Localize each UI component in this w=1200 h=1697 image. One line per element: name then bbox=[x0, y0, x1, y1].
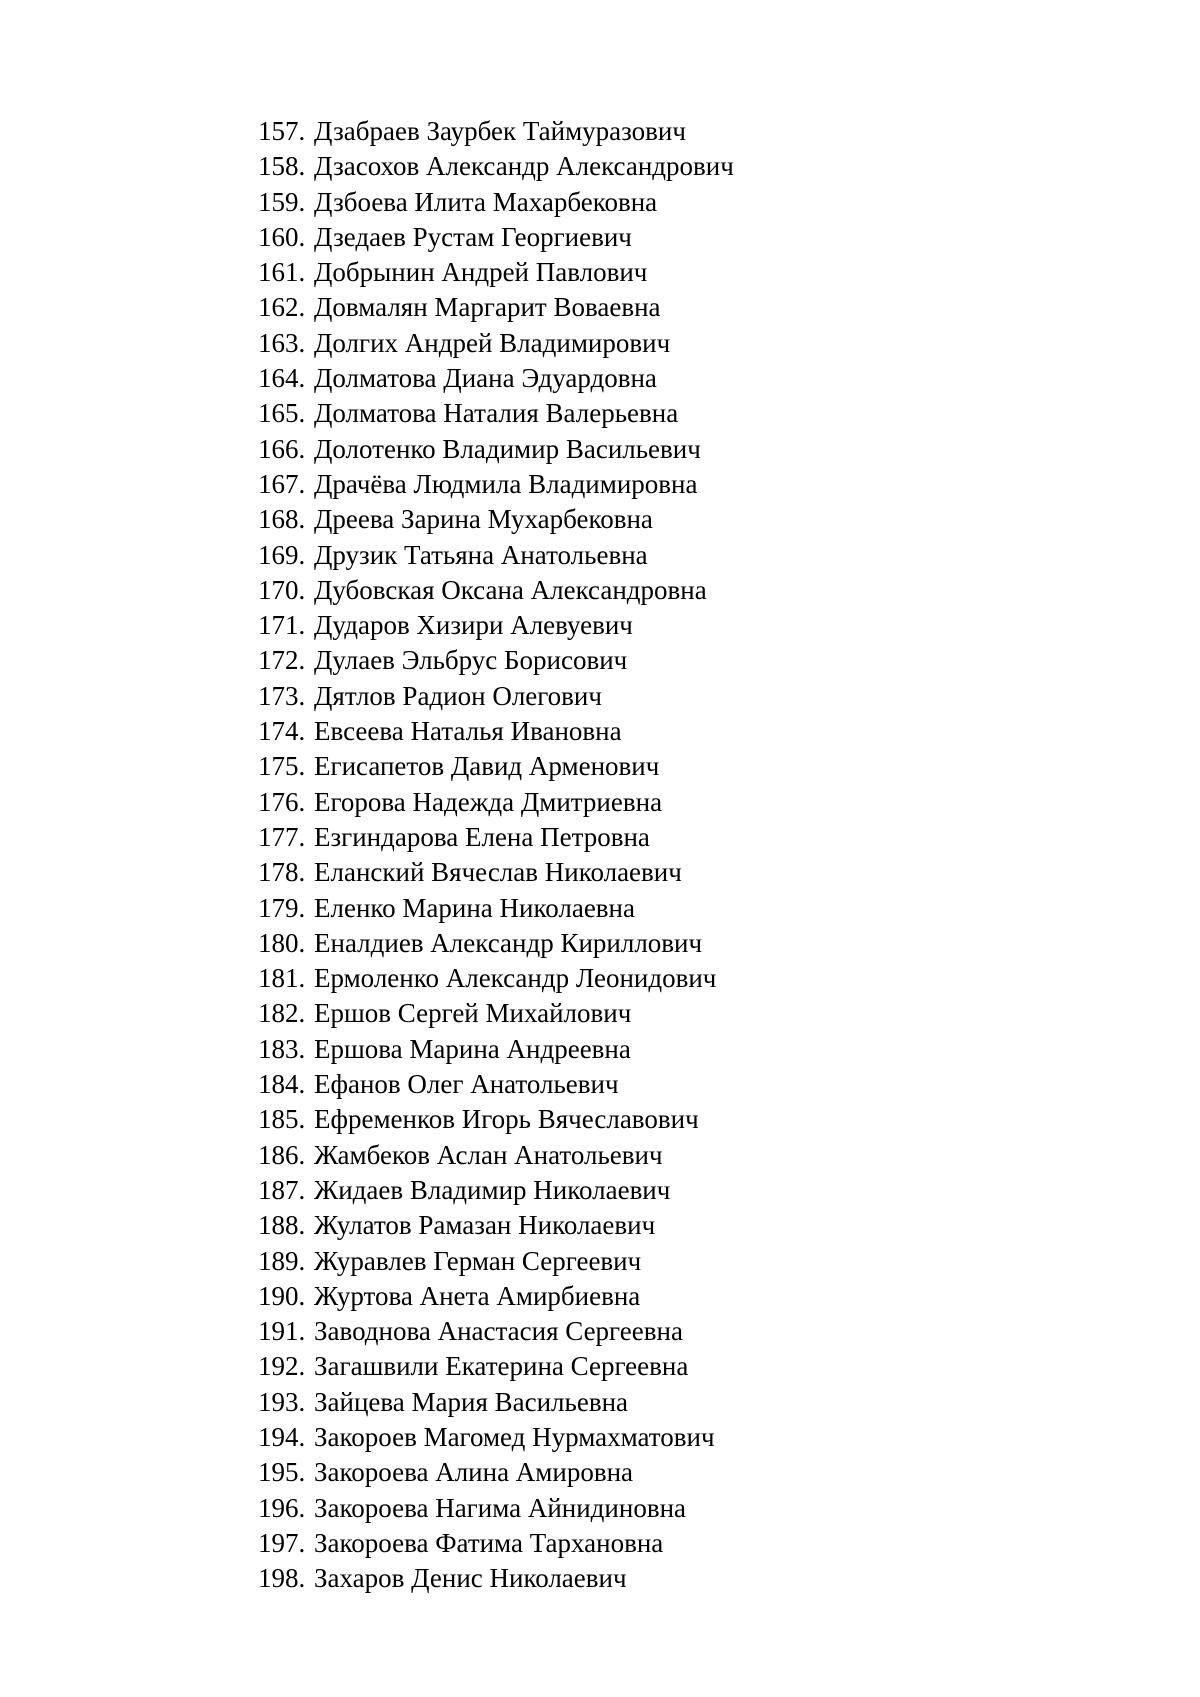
item-number: 175. bbox=[258, 751, 306, 782]
item-number: 168. bbox=[258, 504, 306, 535]
person-name: Еленко Марина Николаевна bbox=[314, 892, 635, 923]
person-name: Закороева Фатима Тархановна bbox=[314, 1527, 664, 1558]
person-name: Ефанов Олег Анатольевич bbox=[314, 1069, 619, 1100]
list-item bbox=[258, 326, 734, 361]
person-name: Жидаев Владимир Николаевич bbox=[314, 1174, 671, 1205]
item-number: 171. bbox=[258, 610, 306, 641]
list-item bbox=[258, 220, 734, 255]
list-item bbox=[258, 855, 734, 890]
item-number: 189. bbox=[258, 1245, 306, 1276]
item-number: 197. bbox=[258, 1527, 306, 1558]
person-name: Дзбоева Илита Махарбековна bbox=[314, 186, 658, 217]
person-name: Закороев Магомед Нурмахматович bbox=[314, 1421, 715, 1452]
list-item bbox=[258, 114, 734, 149]
list-item bbox=[258, 714, 734, 749]
person-name: Друзик Татьяна Анатольевна bbox=[314, 539, 648, 570]
person-name: Егорова Надежда Дмитриевна bbox=[314, 786, 663, 817]
list-item bbox=[258, 1173, 734, 1208]
item-number: 158. bbox=[258, 151, 306, 182]
list-item bbox=[258, 996, 734, 1031]
person-name: Добрынин Андрей Павлович bbox=[314, 257, 648, 288]
item-number: 186. bbox=[258, 1139, 306, 1170]
item-number: 185. bbox=[258, 1104, 306, 1135]
person-name: Дзасохов Александр Александрович bbox=[314, 151, 734, 182]
list-item bbox=[258, 785, 734, 820]
list-item bbox=[258, 432, 734, 467]
person-name: Журавлев Герман Сергеевич bbox=[314, 1245, 642, 1276]
item-number: 184. bbox=[258, 1069, 306, 1100]
item-number: 176. bbox=[258, 786, 306, 817]
person-name: Зайцева Мария Васильевна bbox=[314, 1386, 629, 1417]
person-name: Евсеева Наталья Ивановна bbox=[314, 716, 622, 747]
item-number: 160. bbox=[258, 221, 306, 252]
person-name: Долматова Диана Эдуардовна bbox=[314, 363, 657, 394]
person-name: Долматова Наталия Валерьевна bbox=[314, 398, 679, 429]
list-item bbox=[258, 1138, 734, 1173]
person-name: Заводнова Анастасия Сергеевна bbox=[314, 1316, 683, 1347]
list-item bbox=[258, 1314, 734, 1349]
item-number: 190. bbox=[258, 1280, 306, 1311]
list-item bbox=[258, 467, 734, 502]
item-number: 178. bbox=[258, 857, 306, 888]
item-number: 187. bbox=[258, 1174, 306, 1205]
list-item bbox=[258, 396, 734, 431]
person-name: Егисапетов Давид Арменович bbox=[314, 751, 660, 782]
person-name: Долотенко Владимир Васильевич bbox=[314, 433, 701, 464]
item-number: 188. bbox=[258, 1210, 306, 1241]
list-item bbox=[258, 1102, 734, 1137]
person-name: Ершов Сергей Михайлович bbox=[314, 998, 632, 1029]
item-number: 170. bbox=[258, 574, 306, 605]
person-name: Закороева Нагима Айнидиновна bbox=[314, 1492, 687, 1523]
list-item bbox=[258, 290, 734, 325]
person-name: Долгих Андрей Владимирович bbox=[314, 327, 671, 358]
item-number: 177. bbox=[258, 821, 306, 852]
list-item bbox=[258, 1561, 734, 1596]
person-name: Дзедаев Рустам Георгиевич bbox=[314, 221, 632, 252]
person-name: Дубовская Оксана Александровна bbox=[314, 574, 707, 605]
list-item bbox=[258, 1067, 734, 1102]
list-item bbox=[258, 820, 734, 855]
person-name: Еналдиев Александр Кириллович bbox=[314, 927, 703, 958]
list-item bbox=[258, 679, 734, 714]
person-name: Ефременков Игорь Вячеславович bbox=[314, 1104, 699, 1135]
list-item bbox=[258, 1208, 734, 1243]
person-name: Ершова Марина Андреевна bbox=[314, 1033, 631, 1064]
person-name: Дулаев Эльбрус Борисович bbox=[314, 645, 628, 676]
list-item bbox=[258, 1032, 734, 1067]
person-name: Дятлов Радион Олегович bbox=[314, 680, 602, 711]
person-name: Жамбеков Аслан Анатольевич bbox=[314, 1139, 663, 1170]
list-item bbox=[258, 926, 734, 961]
item-number: 194. bbox=[258, 1421, 306, 1452]
list-item bbox=[258, 891, 734, 926]
person-name: Дударов Хизири Алевуевич bbox=[314, 610, 633, 641]
list-item bbox=[258, 1420, 734, 1455]
item-number: 183. bbox=[258, 1033, 306, 1064]
list-item bbox=[258, 608, 734, 643]
item-number: 181. bbox=[258, 963, 306, 994]
list-item bbox=[258, 749, 734, 784]
list-item bbox=[258, 1526, 734, 1561]
list-item bbox=[258, 538, 734, 573]
item-number: 162. bbox=[258, 292, 306, 323]
name-list bbox=[258, 114, 734, 1596]
item-number: 196. bbox=[258, 1492, 306, 1523]
item-number: 169. bbox=[258, 539, 306, 570]
person-name: Закороева Алина Амировна bbox=[314, 1457, 634, 1488]
item-number: 195. bbox=[258, 1457, 306, 1488]
person-name: Довмалян Маргарит Воваевна bbox=[314, 292, 661, 323]
list-item bbox=[258, 1385, 734, 1420]
person-name: Дреева Зарина Мухарбековна bbox=[314, 504, 653, 535]
item-number: 174. bbox=[258, 716, 306, 747]
item-number: 192. bbox=[258, 1351, 306, 1382]
list-item bbox=[258, 1349, 734, 1384]
list-item bbox=[258, 502, 734, 537]
person-name: Загашвили Екатерина Сергеевна bbox=[314, 1351, 689, 1382]
item-number: 163. bbox=[258, 327, 306, 358]
item-number: 193. bbox=[258, 1386, 306, 1417]
list-item bbox=[258, 1279, 734, 1314]
item-number: 191. bbox=[258, 1316, 306, 1347]
list-item bbox=[258, 361, 734, 396]
item-number: 182. bbox=[258, 998, 306, 1029]
person-name: Ермоленко Александр Леонидович bbox=[314, 963, 717, 994]
item-number: 161. bbox=[258, 257, 306, 288]
person-name: Драчёва Людмила Владимировна bbox=[314, 468, 698, 499]
list-item bbox=[258, 961, 734, 996]
item-number: 198. bbox=[258, 1563, 306, 1594]
item-number: 180. bbox=[258, 927, 306, 958]
list-item bbox=[258, 573, 734, 608]
list-item bbox=[258, 185, 734, 220]
list-item bbox=[258, 1244, 734, 1279]
list-item bbox=[258, 149, 734, 184]
item-number: 172. bbox=[258, 645, 306, 676]
item-number: 165. bbox=[258, 398, 306, 429]
person-name: Езгиндарова Елена Петровна bbox=[314, 821, 650, 852]
person-name: Захаров Денис Николаевич bbox=[314, 1563, 627, 1594]
list-item bbox=[258, 643, 734, 678]
item-number: 166. bbox=[258, 433, 306, 464]
item-number: 173. bbox=[258, 680, 306, 711]
list-item bbox=[258, 1491, 734, 1526]
item-number: 159. bbox=[258, 186, 306, 217]
person-name: Журтова Анета Амирбиевна bbox=[314, 1280, 641, 1311]
person-name: Дзабраев Заурбек Таймуразович bbox=[314, 116, 686, 146]
item-number: 179. bbox=[258, 892, 306, 923]
item-number: 164. bbox=[258, 363, 306, 394]
item-number: 167. bbox=[258, 468, 306, 499]
person-name: Еланский Вячеслав Николаевич bbox=[314, 857, 682, 888]
list-item bbox=[258, 1455, 734, 1490]
list-item bbox=[258, 255, 734, 290]
person-name: Жулатов Рамазан Николаевич bbox=[314, 1210, 656, 1241]
item-number: 157. bbox=[258, 116, 306, 146]
